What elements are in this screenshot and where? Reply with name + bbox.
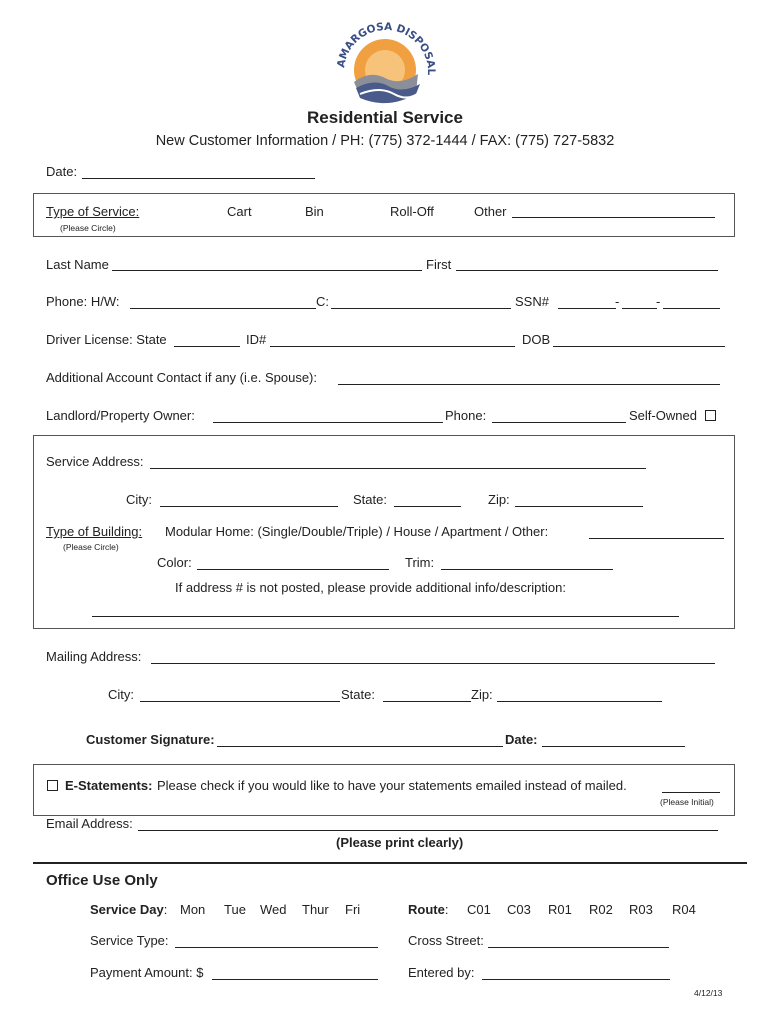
payment-amount-field[interactable] bbox=[212, 979, 378, 980]
building-other-field[interactable] bbox=[589, 538, 724, 539]
service-day-label: Service Day bbox=[90, 902, 164, 917]
route-c01[interactable]: C01 bbox=[467, 902, 491, 917]
dob-label: DOB bbox=[522, 332, 551, 347]
cross-street-label: Cross Street: bbox=[408, 933, 484, 948]
mailing-zip-field[interactable] bbox=[497, 701, 662, 702]
service-address-field[interactable] bbox=[150, 468, 646, 469]
service-option-cart[interactable]: Cart bbox=[227, 204, 252, 219]
signature-field[interactable] bbox=[217, 746, 503, 747]
route-r02[interactable]: R02 bbox=[589, 902, 613, 917]
mailing-state-field[interactable] bbox=[383, 701, 471, 702]
signature-date-label: Date: bbox=[505, 732, 538, 747]
date-field[interactable] bbox=[82, 178, 315, 179]
day-thur[interactable]: Thur bbox=[302, 902, 329, 917]
service-option-bin[interactable]: Bin bbox=[305, 204, 324, 219]
mailing-city-label: City: bbox=[108, 687, 134, 702]
first-name-label: First bbox=[426, 257, 452, 272]
color-field[interactable] bbox=[197, 569, 389, 570]
office-divider bbox=[33, 862, 747, 864]
landlord-phone-field[interactable] bbox=[492, 422, 626, 423]
building-type-options[interactable]: Modular Home: (Single/Double/Triple) / House / Apartment / Other: bbox=[165, 524, 549, 539]
payment-amount-label: Payment Amount: $ bbox=[90, 965, 204, 980]
mailing-city-field[interactable] bbox=[140, 701, 340, 702]
route-row: Route: bbox=[408, 902, 449, 917]
entered-by-field[interactable] bbox=[482, 979, 670, 980]
building-type-label: Type of Building: bbox=[46, 524, 143, 539]
service-type-hint: (Please Circle) bbox=[60, 223, 116, 233]
cross-street-field[interactable] bbox=[488, 947, 669, 948]
amargosa-disposal-logo bbox=[330, 12, 440, 112]
phone-c-field[interactable] bbox=[331, 308, 511, 309]
ssn-field-1[interactable] bbox=[558, 308, 616, 309]
route-r03[interactable]: R03 bbox=[629, 902, 653, 917]
day-fri[interactable]: Fri bbox=[345, 902, 361, 917]
mailing-address-field[interactable] bbox=[151, 663, 715, 664]
mailing-address-label: Mailing Address: bbox=[46, 649, 142, 664]
dob-field[interactable] bbox=[553, 346, 725, 347]
service-zip-field[interactable] bbox=[515, 506, 643, 507]
office-service-type-field[interactable] bbox=[175, 947, 378, 948]
additional-contact-label: Additional Account Contact if any (i.e. Spouse): bbox=[46, 370, 317, 385]
page-subtitle: New Customer Information / PH: (775) 372-1444 / FAX: (775) 727-5832 bbox=[155, 133, 615, 149]
color-label: Color: bbox=[157, 555, 192, 570]
service-city-field[interactable] bbox=[160, 506, 338, 507]
last-name-field[interactable] bbox=[112, 270, 422, 271]
route-c03[interactable]: C03 bbox=[507, 902, 531, 917]
footer-date: 4/12/13 bbox=[694, 988, 723, 998]
route-r04[interactable]: R04 bbox=[672, 902, 696, 917]
last-name-label: Last Name bbox=[46, 257, 109, 272]
logo-text: AMARGOSA DISPOSAL bbox=[335, 20, 438, 76]
trim-field[interactable] bbox=[441, 569, 613, 570]
mailing-zip-label: Zip: bbox=[471, 687, 493, 702]
trim-label: Trim: bbox=[405, 555, 435, 570]
service-day-row: Service Day: bbox=[90, 902, 168, 917]
office-service-type-label: Service Type: bbox=[90, 933, 169, 948]
email-label: Email Address: bbox=[46, 816, 133, 831]
landlord-label: Landlord/Property Owner: bbox=[46, 408, 195, 423]
service-zip-label: Zip: bbox=[488, 492, 510, 507]
service-other-field[interactable] bbox=[512, 217, 715, 218]
ssn-field-3[interactable] bbox=[663, 308, 720, 309]
signature-label: Customer Signature: bbox=[86, 732, 215, 747]
license-id-field[interactable] bbox=[270, 346, 515, 347]
route-r01[interactable]: R01 bbox=[548, 902, 572, 917]
self-owned-checkbox[interactable] bbox=[705, 410, 716, 421]
ssn-dash-2: - bbox=[656, 294, 661, 309]
service-address-label: Service Address: bbox=[46, 454, 144, 469]
service-city-label: City: bbox=[126, 492, 152, 507]
service-type-label: Type of Service: bbox=[46, 204, 140, 219]
service-option-rolloff[interactable]: Roll-Off bbox=[390, 204, 434, 219]
service-state-label: State: bbox=[353, 492, 387, 507]
entered-by-label: Entered by: bbox=[408, 965, 475, 980]
estatements-initial-hint: (Please Initial) bbox=[660, 797, 714, 807]
service-state-field[interactable] bbox=[394, 506, 461, 507]
self-owned-label: Self-Owned bbox=[629, 408, 697, 423]
license-id-label: ID# bbox=[246, 332, 267, 347]
phone-c-label: C: bbox=[316, 294, 329, 309]
day-wed[interactable]: Wed bbox=[260, 902, 287, 917]
first-name-field[interactable] bbox=[456, 270, 718, 271]
ssn-label: SSN# bbox=[515, 294, 549, 309]
route-label: Route bbox=[408, 902, 445, 917]
phone-hw-label: Phone: H/W: bbox=[46, 294, 120, 309]
address-description-field[interactable] bbox=[92, 616, 679, 617]
day-tue[interactable]: Tue bbox=[224, 902, 246, 917]
estatements-text: Please check if you would like to have your statements emailed instead of mailed. bbox=[157, 778, 627, 793]
signature-date-field[interactable] bbox=[542, 746, 685, 747]
date-label: Date: bbox=[46, 164, 78, 179]
print-clearly-note: (Please print clearly) bbox=[336, 835, 464, 850]
phone-hw-field[interactable] bbox=[130, 308, 316, 309]
address-note: If address # is not posted, please provide additional info/description: bbox=[175, 580, 566, 595]
ssn-field-2[interactable] bbox=[622, 308, 657, 309]
mailing-state-label: State: bbox=[341, 687, 375, 702]
email-field[interactable] bbox=[138, 830, 718, 831]
day-mon[interactable]: Mon bbox=[180, 902, 206, 917]
landlord-phone-label: Phone: bbox=[445, 408, 487, 423]
estatements-checkbox[interactable] bbox=[47, 780, 58, 791]
service-option-other[interactable]: Other bbox=[474, 204, 507, 219]
landlord-field[interactable] bbox=[213, 422, 443, 423]
license-state-field[interactable] bbox=[174, 346, 240, 347]
estatements-label: E-Statements: bbox=[65, 778, 153, 793]
license-state-label: Driver License: State bbox=[46, 332, 167, 347]
ssn-dash-1: - bbox=[615, 294, 620, 309]
additional-contact-field[interactable] bbox=[338, 384, 720, 385]
building-type-hint: (Please Circle) bbox=[63, 542, 119, 552]
office-title: Office Use Only bbox=[46, 872, 158, 889]
page-title: Residential Service bbox=[307, 108, 463, 127]
estatements-initial-field[interactable] bbox=[662, 792, 720, 793]
